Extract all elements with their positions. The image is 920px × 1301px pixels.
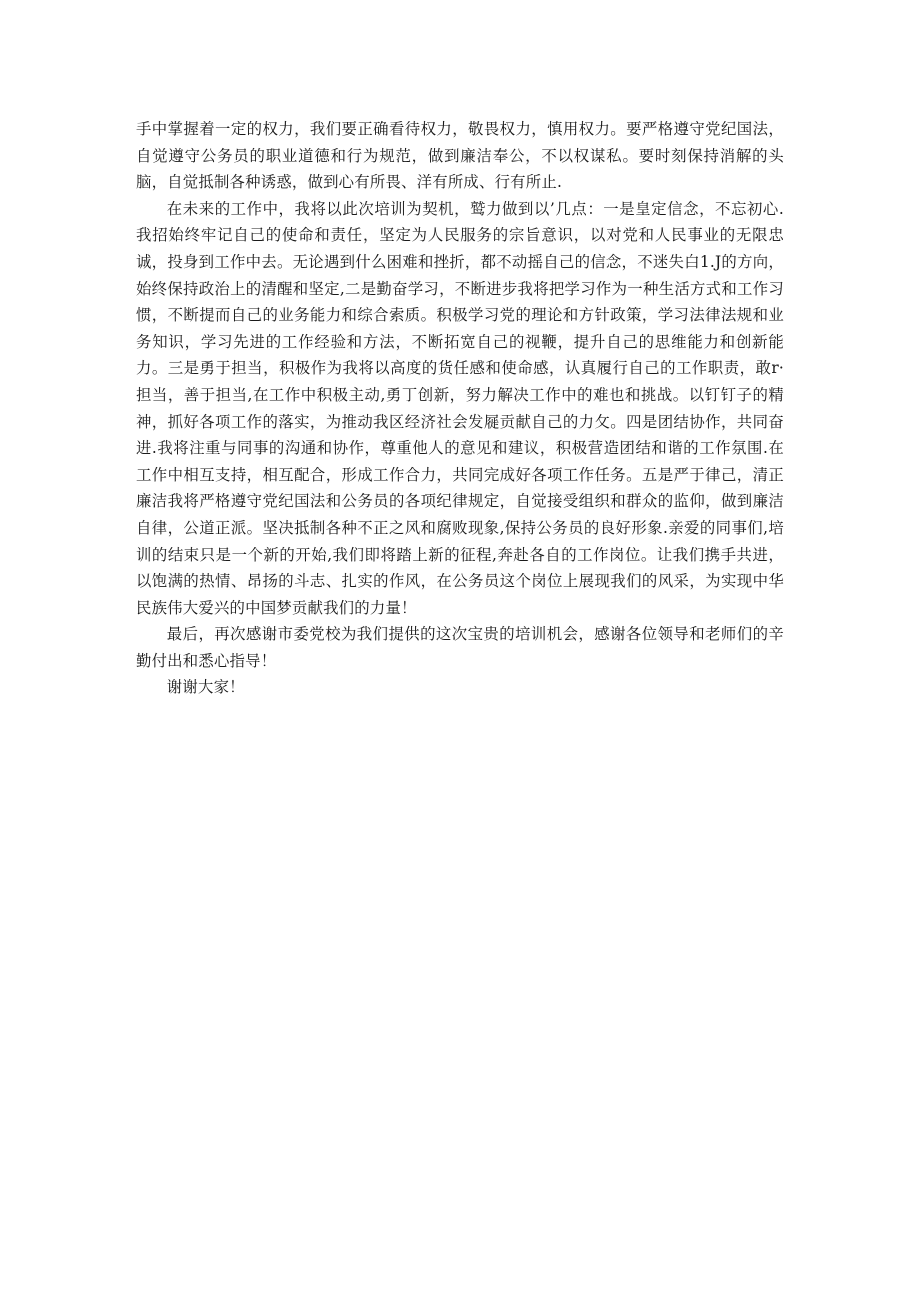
paragraph-thanks: 最后，再次感谢市委党校为我们提供的这次宝贵的培训机会，感谢各位领导和老师们的辛勤付出和悉心指导！ [136,625,784,670]
paragraph-closing: 谢谢大家！ [166,678,245,697]
document-body [136,116,784,701]
paragraph-continuation: 手中掌握着一定的权力，我们要正确看待权力，敬畏权力，慎用权力。要严格遵守党纪国法，自觉遵守公务员的职业道德和行为规范，做到廉洁奉公，不以权谋私。要时刻保持消解的头脑，自觉抵制各种诱惑，做到心有所畏、洋有所成、行有所止. [136,120,784,192]
paragraph-future-work: 在未来的工作中，我将以此次培训为契机，鹫力做到以’几点：一是皇定信念，不忘初心.我招始终牢记自己的使命和责任，坚定为人民服务的宗旨意识，以对党和人民事业的无限忠诚，投身到工作中去。无论遇到什么困难和挫折，都不动摇自己的信念，不迷失白1.J的方向，始终保持政治上的清醒和坚定,二是勤奋学习，不断进步我将把学习作为一种生活方式和工作习惯，不断提而自己的业务能力和综合索质。积极学习党的理论和方针政策，学习法律法规和业务知识，学习先进的工作经验和方法，不断拓宽自己的视鞭，提升自己的思维能力和创新能力。三是勇于担当，积极作为我将以高度的货任感和使命感，认真履行自己的工作职责，敢r·担当，善于担当,在工作中积极主动,勇丁创新，努力解决工作中的难也和挑战。以钉钉子的精神，抓好各项工作的落实，为推动我区经济社会发屣贡献自己的力攵。四是团结协作，共同奋进.我将注重与同事的沟通和协作，尊重他人的意见和建议，积极营造团结和谐的工作氛围.在工作中相互支持，相互配合，形成工作合力，共同完成好各项工作任务。五是严于律己，清正廉洁我将严格遵守党纪国法和公务员的各项纪律规定，自觉接受组织和群众的监仰，做到廉洁自律，公道正派。坚决抵制各种不正之风和腐败现象,保持公务员的良好形象.亲爱的同事们,培训的结束只是一个新的开始,我们即将踏上新的征程,奔赴各自的工作岗位。让我们携手共进，以饱满的热情、昂扬的斗志、扎实的作风，在公务员这个岗位上展现我们的风采，为实现中华民族伟大爱兴的中国梦贡献我们的力量！ [136,199,784,617]
